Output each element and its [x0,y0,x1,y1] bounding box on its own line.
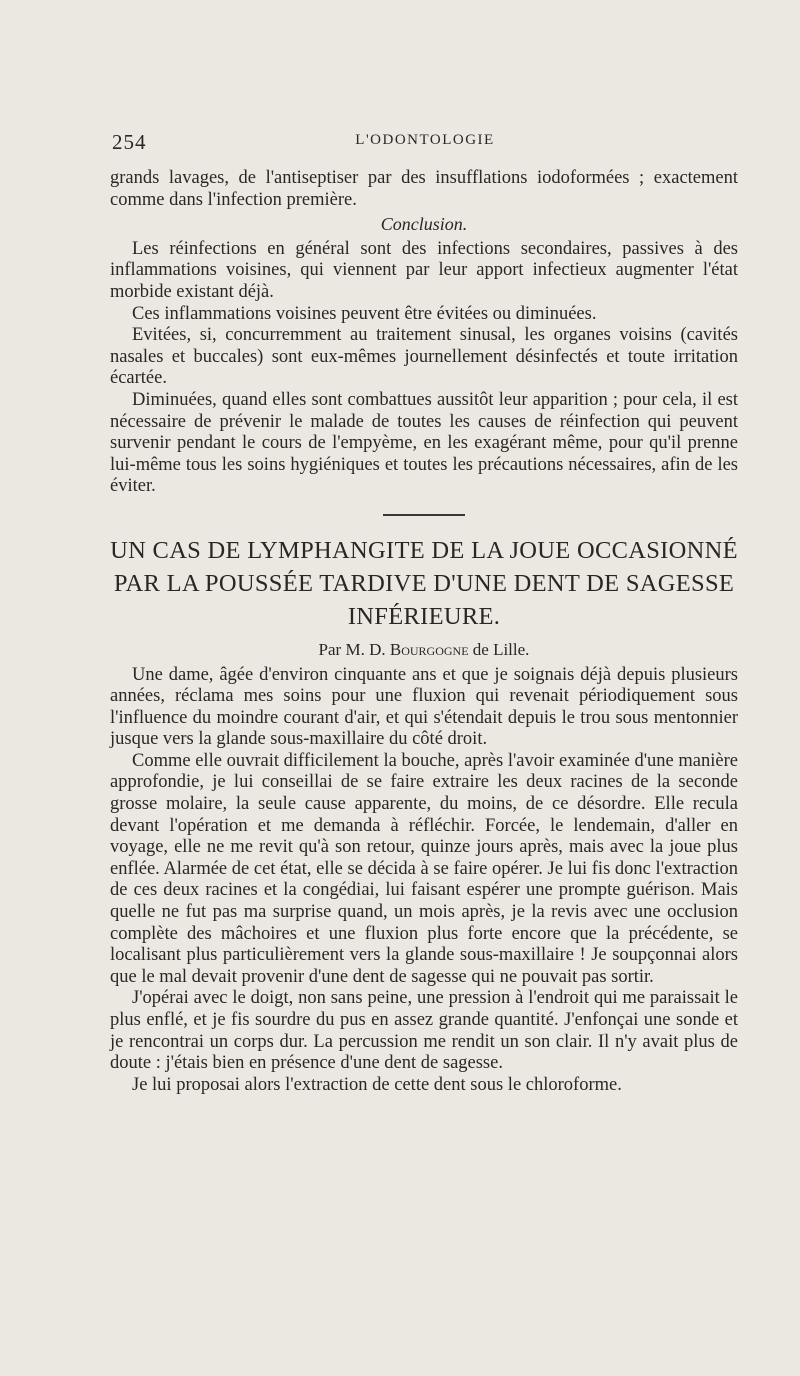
page-body [110,168,738,1096]
article-paragraph: Comme elle ouvrait difficilement la bouche, après l'avoir examinée d'une manière approfondie, je lui conseillai de se faire extraire les deux racines de la seconde grosse molaire, la seule cause apparente, du moins, de ce désordre. Elle recula devant l'opération et me demanda à réfléchir. Forcée, le lendemain, d'aller en voyage, elle ne me revit qu'à son retour, quinze jours après, mais avec la joue plus enflée. Alarmée de cet état, elle se décida à se faire opérer. Je lui fis donc l'extraction de ces deux racines et la congédiai, lui faisant espérer une prompte guérison. Mais quelle ne fut pas ma surprise quand, un mois après, je la revis avec une occlusion complète des mâchoires et une fluxion plus forte encore que la précédente, se localisant plus particulièrement vers la glande sous-maxillaire ! Je soupçonnai alors que le mal devait provenir d'une dent de sagesse qui ne pouvait pas sortir. [110,750,738,987]
section-heading-conclusion: Conclusion. [380,214,468,235]
conclusion-paragraph: Les réinfections en général sont des infections secondaires, passives à des inflammations voisines, qui viennent par leur apport infectieux augmenter l'état morbide existant déjà. [110,238,738,302]
section-divider [383,514,465,516]
conclusion-paragraph: Evitées, si, concurremment au traitement sinusal, les organes voisins (cavités nasales et buccales) sont eux-mêmes journellement désinfectés et toute irritation écartée. [110,325,738,389]
article-paragraph: Je lui proposai alors l'extraction de cette dent sous le chloroforme. [132,1074,622,1095]
byline-prefix: Par M. D. [318,639,386,659]
byline-author: Bourgogne [389,639,469,659]
article-title: UN CAS DE LYMPHANGITE DE LA JOUE OCCASIONNÉ PAR LA POUSSÉE TARDIVE D'UNE DENT DE SAGESSE INFÉRIEURE. [110,536,738,630]
byline [110,639,738,661]
continued-paragraph: grands lavages, de l'antiseptiser par des insufflations iodoformées ; exactement comme dans l'infection première. [110,168,738,210]
article-paragraph: Une dame, âgée d'environ cinquante ans et que je soignais déjà depuis plusieurs années, réclama mes soins pour une fluxion qui revenait périodiquement sous l'influence du moindre courant d'air, et qui s'étendait depuis le trou sous mentonnier jusque vers la glande sous-maxillaire du côté droit. [110,664,738,750]
page-number: 254 [112,130,147,154]
conclusion-paragraph: Ces inflammations voisines peuvent être évitées ou diminuées. [132,303,597,324]
running-head: L'ODONTOLOGIE [355,132,495,148]
page-header [112,130,738,154]
conclusion-paragraph: Diminuées, quand elles sont combattues aussitôt leur apparition ; pour cela, il est nécessaire de prévenir le malade de toutes les causes de réinfection qui peuvent survenir pendant le cours de l'empyème, en les exagérant même, pour qu'il prenne lui-même tous les soins hygiéniques et toutes les précautions nécessaires, afin de les éviter. [110,389,738,497]
article-paragraph: J'opérai avec le doigt, non sans peine, une pression à l'endroit qui me paraissait le plus enflé, et je fis sourdre du pus en assez grande quantité. J'enfonçai une sonde et je rencontrai un corps dur. La percussion me rendit un son clair. Il n'y avait plus de doute : j'étais bien en présence d'une dent de sagesse. [110,988,738,1074]
byline-suffix: de Lille. [472,639,530,659]
